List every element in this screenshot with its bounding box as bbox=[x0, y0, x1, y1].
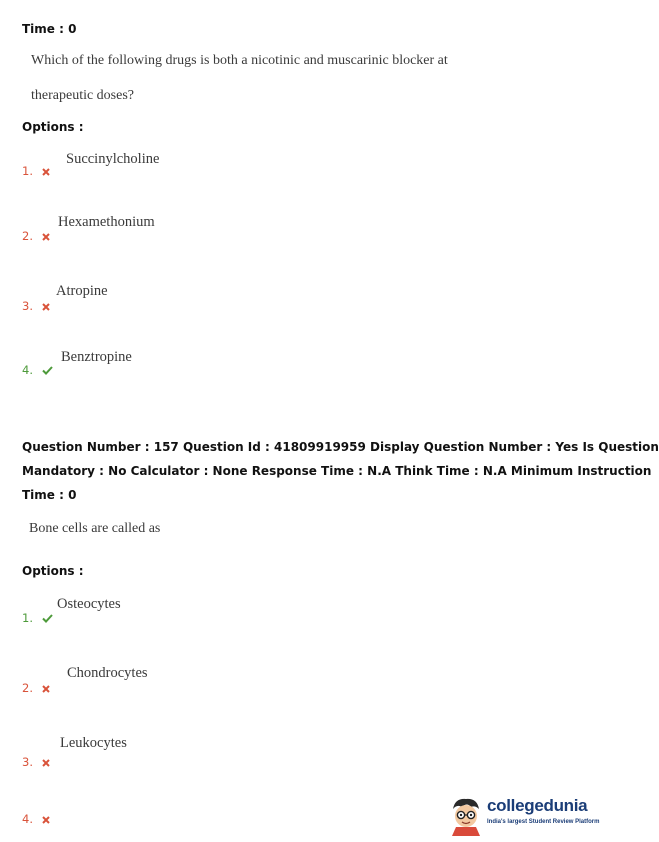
q1-option-4-number bbox=[22, 359, 53, 379]
q2-meta-line1: Question Number : 157 Question Id : 41809919959 Display Question Number : Yes Is Question bbox=[22, 440, 659, 454]
q2-option-3-text: Leukocytes bbox=[60, 735, 127, 751]
q2-option-1-number bbox=[22, 607, 53, 627]
q2-time: Time : 0 bbox=[22, 488, 77, 502]
q1-time: Time : 0 bbox=[22, 22, 77, 36]
option-number: 3. bbox=[22, 755, 33, 769]
wrong-mark-icon bbox=[42, 161, 50, 180]
q2-option-2-text: Chondrocytes bbox=[67, 665, 148, 681]
q2-option-4-number bbox=[22, 808, 50, 828]
logo-tagline: India's largest Student Review Platform bbox=[487, 819, 600, 825]
q2-options-label: Options : bbox=[22, 564, 84, 578]
option-number: 1. bbox=[22, 164, 33, 178]
q1-option-1-text: Succinylcholine bbox=[66, 151, 160, 167]
wrong-mark-icon bbox=[42, 678, 50, 697]
q1-options-label: Options : bbox=[22, 120, 84, 134]
q2-question: Bone cells are called as bbox=[29, 521, 161, 536]
q1-option-1-number bbox=[22, 160, 50, 180]
check-mark-icon bbox=[42, 608, 53, 627]
q2-meta-line2: Mandatory : No Calculator : None Response Time : N.A Think Time : N.A Minimum Instruction bbox=[22, 464, 652, 478]
q1-question-line1: Which of the following drugs is both a nicotinic and muscarinic blocker at bbox=[31, 53, 448, 68]
q1-option-3-text: Atropine bbox=[56, 283, 108, 299]
option-number: 2. bbox=[22, 229, 33, 243]
wrong-mark-icon bbox=[42, 809, 50, 828]
wrong-mark-icon bbox=[42, 226, 50, 245]
q1-option-2-text: Hexamethonium bbox=[58, 214, 155, 230]
option-number: 4. bbox=[22, 363, 33, 377]
wrong-mark-icon bbox=[42, 752, 50, 771]
q1-option-2-number bbox=[22, 225, 50, 245]
q1-option-4-text: Benztropine bbox=[61, 349, 132, 365]
option-number: 4. bbox=[22, 812, 33, 826]
option-number: 1. bbox=[22, 611, 33, 625]
logo-name: collegedunia bbox=[487, 796, 588, 815]
check-mark-icon bbox=[42, 360, 53, 379]
q1-option-3-number bbox=[22, 295, 50, 315]
option-number: 2. bbox=[22, 681, 33, 695]
option-number: 3. bbox=[22, 299, 33, 313]
wrong-mark-icon bbox=[42, 296, 50, 315]
q2-option-1-text: Osteocytes bbox=[57, 596, 121, 612]
collegedunia-logo bbox=[447, 794, 600, 838]
mascot-icon bbox=[447, 796, 485, 836]
q2-option-2-number bbox=[22, 677, 50, 697]
q2-option-3-number bbox=[22, 751, 50, 771]
q1-question-line2: therapeutic doses? bbox=[31, 88, 135, 103]
